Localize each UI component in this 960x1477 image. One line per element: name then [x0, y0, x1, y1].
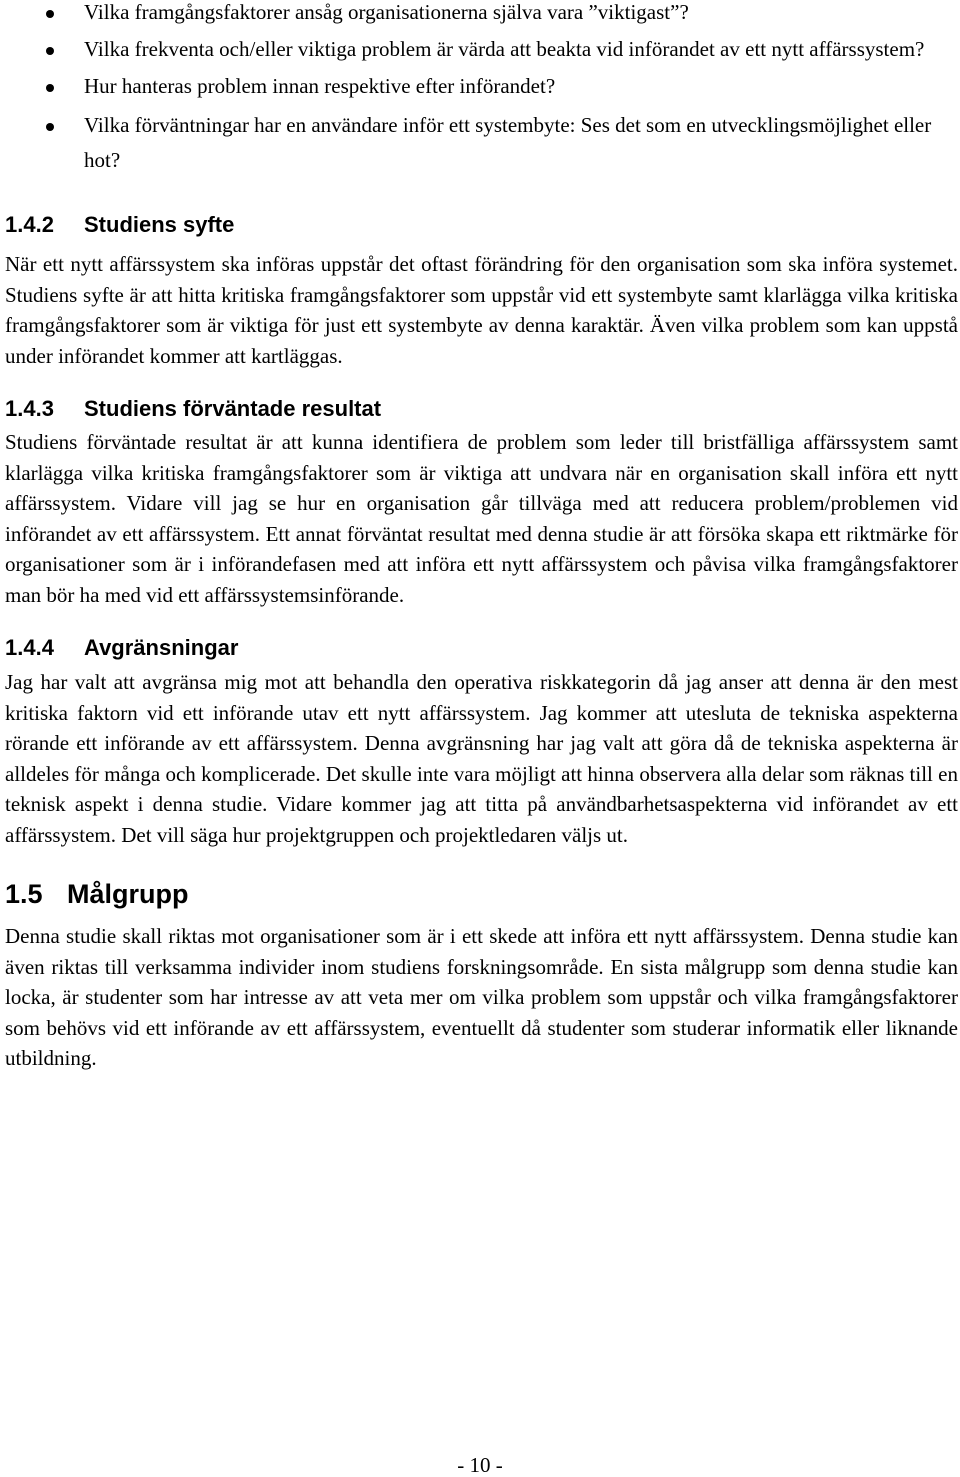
- section-number: 1.5: [5, 879, 43, 909]
- document-page: [5, 0, 958, 1074]
- question-list: [5, 0, 958, 178]
- section-heading: [5, 633, 958, 663]
- section-heading: [5, 877, 958, 911]
- list-item: [5, 71, 958, 102]
- section-title: Målgrupp: [67, 879, 189, 909]
- section-title: Avgränsningar: [84, 635, 239, 660]
- list-item: [5, 0, 958, 28]
- list-item-text: Hur hanteras problem innan respektive efter införandet?: [84, 74, 556, 98]
- section-number: 1.4.2: [5, 212, 54, 237]
- bullet-icon: [46, 123, 54, 131]
- section-body: När ett nytt affärssystem ska införas uppstår det oftast förändring för den organisation som ska införa systemet. Studiens syfte är att hitta kritiska framgångsfaktorer som uppstår vid ett systembyte samt klarlägga vilka kritiska framgångsfaktorer som är viktiga för just ett systembyte av denna karaktär. Även vilka problem som kan uppstå under införandet kommer att kartläggas.: [5, 252, 958, 368]
- bullet-icon: [46, 47, 54, 55]
- list-item-text: Vilka framgångsfaktorer ansåg organisationerna själva vara ”viktigast”?: [84, 0, 689, 24]
- bullet-icon: [46, 84, 54, 92]
- bullet-icon: [46, 10, 54, 18]
- list-item-text: Vilka förväntningar har en användare inför ett systembyte: Ses det som en utvecklingsmöjlighet eller hot?: [84, 113, 932, 172]
- section-number: 1.4.4: [5, 635, 54, 660]
- section-title: Studiens förväntade resultat: [84, 396, 382, 421]
- section-heading: [5, 394, 958, 424]
- section-number: 1.4.3: [5, 396, 54, 421]
- list-item: [5, 34, 958, 65]
- list-item: [5, 108, 958, 178]
- section-heading: [5, 210, 958, 240]
- section-body: Denna studie skall riktas mot organisationer som är i ett skede att införa ett nytt affärssystem. Denna studie kan även riktas till verksamma individer inom studiens forskningsområde. En sista målgrupp som denna studie kan locka, är studenter som har intresse av att veta mer om vilka problem som uppstår och vilka framgångsfaktorer som behövs vid ett införande av ett affärssystem, eventuellt då studenter som studerar informatik eller liknande utbildning.: [5, 924, 958, 1070]
- page-number: - 10 -: [457, 1453, 503, 1477]
- section-title: Studiens syfte: [84, 212, 235, 237]
- list-item-text: Vilka frekventa och/eller viktiga problem är värda att beakta vid införandet av ett nytt affärssystem?: [84, 37, 925, 61]
- section-body: Jag har valt att avgränsa mig mot att behandla den operativa riskkategorin då jag anser att denna är den mest kritiska faktorn vid ett införande utav ett nytt affärssystem. Jag kommer att utesluta de tekniska aspekterna rörande ett införande av ett affärssystem. Denna avgränsning har jag valt att göra då de tekniska aspekterna är alldeles för många och komplicerade. Det skulle inte vara möjligt att hinna observera alla delar som räknas till en teknisk aspekt i denna studie. Vidare kommer jag att titta på användbarhetsaspekterna vid införandet av ett affärssystem. Det vill säga hur projektgruppen och projektledaren väljs ut.: [5, 670, 958, 847]
- section-body: Studiens förväntade resultat är att kunna identifiera de problem som leder till bristfälliga affärssystem samt klarlägga vilka kritiska framgångsfaktorer som är viktiga att undvara när en organisation skall införa ett nytt affärssystem. Vidare vill jag se hur en organisation går tillväga med att reducera problem/problemen vid införandet av ett affärssystem. Ett annat förväntat resultat med denna studie är att försöka skapa ett riktmärke för organisationer som är i införandefasen med att införa ett nytt affärssystem och påvisa vilka framgångsfaktorer man bör ha med vid ett affärssystemsinförande.: [5, 430, 958, 607]
